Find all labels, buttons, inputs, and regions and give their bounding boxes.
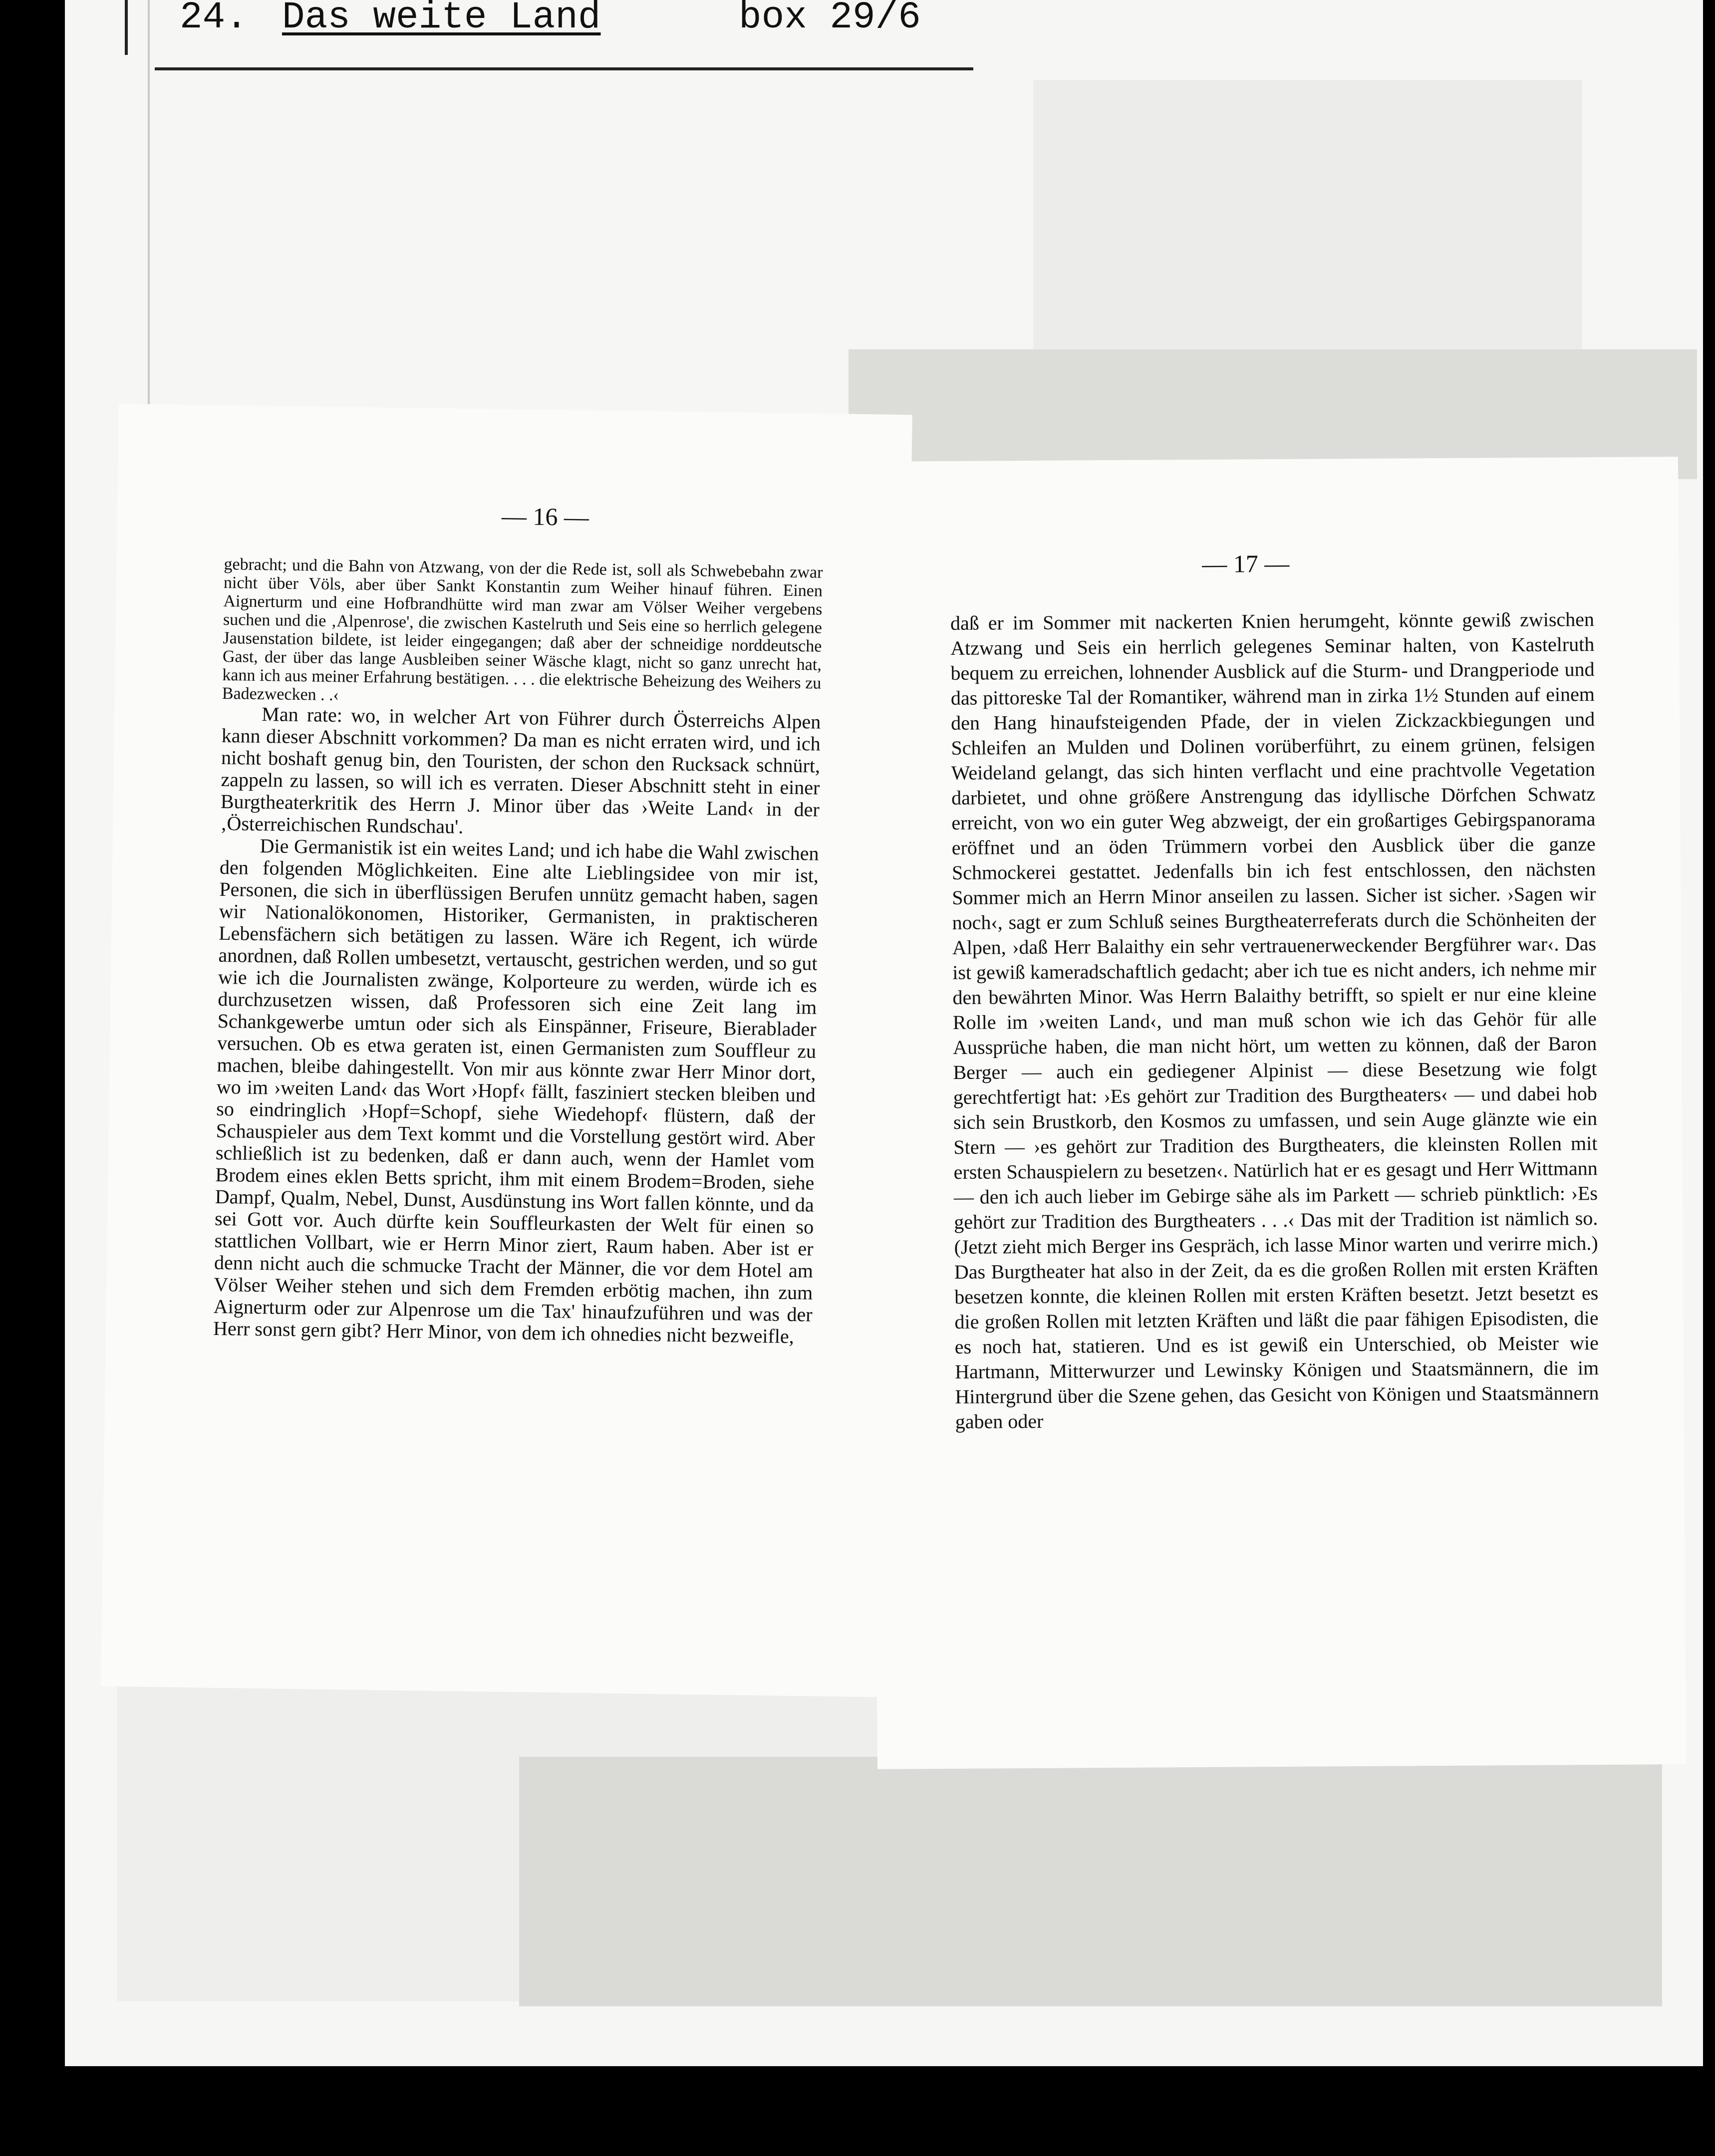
label-box: box 29/6 [739, 0, 921, 39]
sheet-edge-line [125, 0, 128, 55]
left-intro-text: gebracht; und die Bahn von Atzwang, von der die Rede ist, soll als Schwebebahn zwar nicht über Völs, aber über Sankt Konstantin zum Weiher hinauf führen. Einen Aignerturm und eine Hofbrandhütte wird man zwar am Völser Weiher vergebens suchen und die ‚Alpenrose', die zwischen Kastelruth und Seis eine so herrlich gelegene Jausenstation bildete, ist leider eingegangen; daß aber der schneidige norddeutsche Gast, der über das lange Ausbleiben seiner Wäsche klagt, nicht so ganz unrecht hat, kann ich aus meiner Erfahrung bestätigen. . . . die elektrische Beheizung des Weihers zu Badezwecken . .‹ [222, 554, 823, 705]
left-page [101, 404, 912, 1697]
left-page-number: — 16 — [501, 502, 589, 532]
backing-shadow [519, 1757, 1662, 2006]
top-clipping [155, 60, 1592, 399]
label-title: Das weite Land [282, 0, 601, 39]
right-page [869, 457, 1686, 1769]
left-paragraph-2: Die Germanistik ist ein weites Land; und ich habe die Wahl zwischen den folgenden Möglichkeiten. Eine alte Lieblingsidee von mir ist, Personen, die sich in überflüssigen Berufen unnütz gemacht haben, sagen wir Nationalökonomen, Historiker, Germanisten, in praktischeren Lebensfächern sich betätigen zu lassen. Wäre ich Regent, ich würde anordnen, daß Rollen umbesetzt, vertauscht, gestrichen werden, und so gut wie ich die Journalisten zwänge, Kolporteure zu werden, würde ich es durchzusetzen wissen, daß Professoren sich eine Zeit lang im Schankgewerbe umtun oder sich als Einspänner, Friseure, Bierablader versuchen. Ob es etwa geraten ist, einen Germanisten zum Souffleur zu machen, bleibe dahingestellt. Von mir aus könnte zwar Herr Minor dort, wo im ›weiten Land‹ das Wort ›Hopf‹ fällt, fasziniert stecken bleiben und so eindringlich ›Hopf=Schopf, siehe Wiedehopf‹ flüstern, daß der Schauspieler aus dem Text kommt und die Vorstellung gestört wird. Aber schließlich ist zu bedenken, daß er dann auch, wenn der Hamlet vom Brodem eines eklen Betts spricht, ihm mit einem Brodem=Broden, siehe Dampf, Qualm, Nebel, Dunst, Ausdünstung ins Wort fallen könnte, und da sei Gott vor. Auch dürfte kein Souffleurkasten der Welt für einen so stattlichen Vollbart, wie er Herrn Minor ziert, Raum haben. Aber ist er denn nicht auch die schmucke Tracht der Männer, die vor dem Hotel am Völser Weiher stehen und sich dem Fremden erbötig machen, ihn zum Aignerturm oder zur Alpenrose um die Tax' hinaufzuführen und was der Herr sonst gern gibt? Herr Minor, von dem ich ohnedies nicht bezweifle, [213, 834, 819, 1348]
label-number: 24. [180, 0, 248, 39]
left-page-body [213, 555, 823, 1348]
right-page-number: — 17 — [1202, 549, 1290, 578]
right-paragraph: daß er im Sommer mit nackerten Knien herumgeht, könnte gewiß zwischen Atzwang und Seis ein herrlich gelegenes Seminar halten, von Kastelruth bequem zu erreichen, lohnender Ausblick auf die Sturm- und Drangperiode und das pittoreske Tal der Romantiker, während man in zirka 1½ Stunden auf einem den Hang hinaufsteigenden Pfade, der in vielen Zickzackbiegungen und Schleifen an Mulden und Dolinen vorüberführt, zu einem grünen, felsigen Weideland gelangt, das sich hinten verflacht und eine prachtvolle Vegetation darbietet, und ohne größere Anstrengung das idyllische Dörfchen Schwatz erreicht, von wo ein guter Weg abzweigt, der ein großartiges Gebirgspanorama eröffnet und an öden Trümmern vorbei den Ausblick über die ganze Schmockerei gestattet. Jedenfalls bin ich fest entschlossen, den nächsten Sommer mich an Herrn Minor anseilen zu lassen. Sicher ist sicher. ›Sagen wir noch‹, sagt er zum Schluß seines Burgtheaterreferats durch die Schönheiten der Alpen, ›daß Herr Balaithy ein sehr vertrauenerweckender Bergführer war‹. Das ist gewiß kameradschaftlich gedacht; aber ich tue es nicht anders, ich nehme mir den bewährten Minor. Was Herrn Balaithy betrifft, so spielt er nur eine kleine Rolle im ›weiten Land‹, und man muß schon wie ich das Gehör für alle Aussprüche haben, die man nicht hört, um wetten zu können, daß der Baron Berger — auch ein gediegener Alpinist — diese Besetzung wie folgt gerechtfertigt hat: ›Es gehört zur Tradition des Burgtheaters‹ — und dabei hob sich sein Brustkorb, den Kosmos zu umfassen, und sein Auge glänzte wie ein Stern — ›es gehört zur Tradition des Burgtheaters, die kleinsten Rollen mit ersten Schauspielern zu besetzen‹. Natürlich hat er es gesagt und Herr Wittmann — den ich auch lieber im Gebirge sähe als im Parkett — schrieb pünktlich: ›Es gehört zur Tradition des Burgtheaters . . .‹ Das mit der Tradition ist nämlich so. (Jetzt zieht mich Berger ins Gespräch, ich lasse Minor warten und verirre mich.) Das Burgtheater hat also in der Zeit, da es die großen Rollen mit ersten Kräften besetzen konnte, die kleinen Rollen mit ersten Kräften besetzt. Jetzt besetzt es die großen Rollen mit letzten Kräften und läßt die paar fähigen Episodisten, die es noch hat, statieren. Und es ist gewiß ein Unterschied, ob Meister wie Hartmann, Mitterwurzer und Lewinsky Königen und Staatsmännern, die im Hintergrund über die Szene gehen, das Gesicht von Königen und Staatsmännern gaben oder [950, 608, 1599, 1433]
left-paragraph-1: Man rate: wo, in welcher Art von Führer durch Österreichs Alpen kann dieser Abschnitt vorkommen? Da man es nicht erraten wird, und ich nicht boshaft genug bin, den Touristen, der schon den Rucksack schnürt, zappeln zu lassen, so will ich es verraten. Dieser Abschnitt steht in einer Burgtheaterkritik des Herrn J. Minor über das ›Weite Land‹ in der ‚Österreichischen Rundschau'. [220, 703, 821, 838]
right-page-body [950, 607, 1599, 1434]
sheet-fold-line [148, 0, 150, 409]
